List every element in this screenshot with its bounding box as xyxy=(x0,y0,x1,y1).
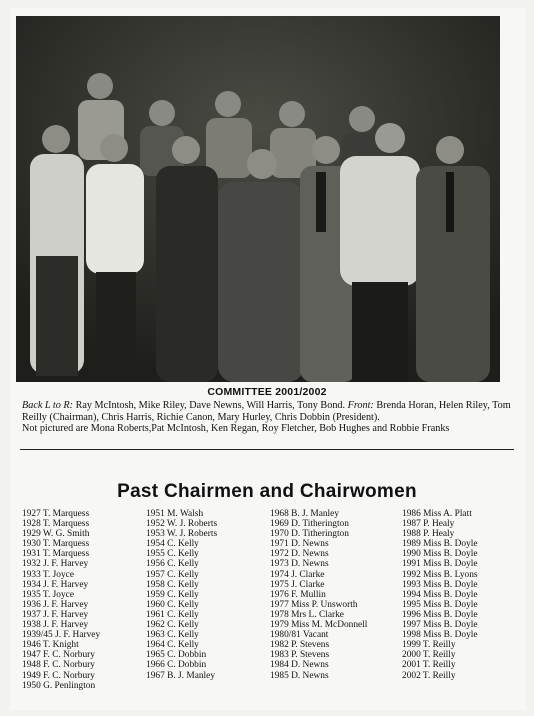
list-item: 1988 P. Healy xyxy=(402,529,455,540)
list-item: 1976 F. Mullin xyxy=(270,589,326,600)
list-item: 1962 C. Kelly xyxy=(146,620,199,631)
list-item: 1979 Miss M. McDonnell xyxy=(270,620,368,631)
list-item: 1958 C. Kelly xyxy=(146,579,199,590)
list-item: 1997 Miss B. Doyle xyxy=(402,620,478,631)
list-item: 1955 C. Kelly xyxy=(146,549,199,560)
list-item: 1932 J. F. Harvey xyxy=(22,559,89,570)
list-item: 1985 D. Newns xyxy=(270,670,329,681)
list-item: 1966 C. Dobbin xyxy=(146,660,207,671)
list-column-3 xyxy=(270,509,367,681)
list-item: 1953 W. J. Roberts xyxy=(146,529,218,540)
list-item: 1927 T. Marquess xyxy=(22,509,90,519)
list-item: 1994 Miss B. Doyle xyxy=(402,589,478,600)
list-item: 1983 P. Stevens xyxy=(270,650,330,661)
list-column-1 xyxy=(22,509,100,691)
list-item: 1992 Miss B. Lyons xyxy=(402,569,478,580)
list-item: 1928 T. Marquess xyxy=(22,519,90,530)
front-row-names: Brenda Horan, Helen Riley, Tom Reilly (Chairman), Chris Harris, Richie Canon, Mary Hurley, Chris Dobbin (President). xyxy=(22,400,511,423)
list-item: 1948 F. C. Norbury xyxy=(22,660,95,671)
list-item: 1936 J. F. Harvey xyxy=(22,599,89,610)
list-item: 1977 Miss P. Unsworth xyxy=(270,599,358,610)
list-item: 1965 C. Dobbin xyxy=(146,650,207,661)
list-item: 1971 D. Newns xyxy=(270,539,329,550)
not-pictured-text: Not pictured are Mona Roberts,Pat McIntosh, Ken Regan, Roy Fletcher, Bob Hughes and Robbie Franks xyxy=(22,423,450,434)
photo-caption xyxy=(22,400,512,435)
list-item: 1929 W. G. Smith xyxy=(22,529,90,540)
list-item: 1967 B. J. Manley xyxy=(146,670,216,681)
list-item: 1980/81 Vacant xyxy=(270,630,329,641)
list-item: 2000 T. Reilly xyxy=(402,650,456,661)
list-item: 1954 C. Kelly xyxy=(146,539,199,550)
list-item: 1975 J. Clarke xyxy=(270,579,325,590)
list-item: 1963 C. Kelly xyxy=(146,630,199,641)
list-item: 1972 D. Newns xyxy=(270,549,329,560)
list-item: 1950 G. Penlington xyxy=(22,680,96,691)
list-item: 1949 F. C. Norbury xyxy=(22,670,95,681)
list-item: 1968 B. J. Manley xyxy=(270,509,340,519)
divider xyxy=(20,449,514,450)
list-item: 1989 Miss B. Doyle xyxy=(402,539,478,550)
list-item: 1990 Miss B. Doyle xyxy=(402,549,478,560)
list-item: 1995 Miss B. Doyle xyxy=(402,599,478,610)
list-item: 1984 D. Newns xyxy=(270,660,329,671)
list-item: 1939/45 J. F. Harvey xyxy=(22,630,101,641)
list-item: 1934 J. F. Harvey xyxy=(22,579,89,590)
list-item: 1946 T. Knight xyxy=(22,640,79,651)
back-row-label: Back L to R: xyxy=(22,400,74,411)
list-item: 1947 F. C. Norbury xyxy=(22,650,95,661)
list-column-4 xyxy=(402,509,478,681)
list-item: 1935 T. Joyce xyxy=(22,589,74,600)
list-item: 1974 J. Clarke xyxy=(270,569,325,580)
list-item: 2001 T. Reilly xyxy=(402,660,456,671)
section-heading: Past Chairmen and Chairwomen xyxy=(117,481,417,502)
front-row-label: Front: xyxy=(345,400,374,411)
list-item: 1991 Miss B. Doyle xyxy=(402,559,478,570)
list-item: 1930 T. Marquess xyxy=(22,539,90,550)
list-item: 1960 C. Kelly xyxy=(146,599,199,610)
list-item: 1957 C. Kelly xyxy=(146,569,199,580)
list-item: 1987 P. Healy xyxy=(402,519,455,530)
group-photo-icon xyxy=(16,16,500,382)
list-item: 1986 Miss A. Platt xyxy=(402,509,472,519)
list-item: 1978 Mrs L. Clarke xyxy=(270,609,344,620)
list-item: 1982 P. Stevens xyxy=(270,640,330,651)
list-item: 1996 Miss B. Doyle xyxy=(402,609,478,620)
list-column-2 xyxy=(146,509,217,681)
list-item: 1959 C. Kelly xyxy=(146,589,199,600)
list-item: 1931 T. Marquess xyxy=(22,549,90,560)
list-item: 1961 C. Kelly xyxy=(146,609,199,620)
chairmen-list xyxy=(22,509,516,705)
list-item: 1937 J. F. Harvey xyxy=(22,609,89,620)
list-item: 1951 M. Walsh xyxy=(146,509,204,519)
list-item: 1956 C. Kelly xyxy=(146,559,199,570)
list-item: 1933 T. Joyce xyxy=(22,569,74,580)
caption-title: COMMITTEE 2001/2002 xyxy=(207,386,327,398)
list-item: 1998 Miss B. Doyle xyxy=(402,630,478,641)
list-item: 1938 J. F. Harvey xyxy=(22,620,89,631)
list-item: 1969 D. Titherington xyxy=(270,519,349,530)
list-item: 1970 D. Titherington xyxy=(270,529,349,540)
list-item: 1964 C. Kelly xyxy=(146,640,199,651)
list-item: 1993 Miss B. Doyle xyxy=(402,579,478,590)
list-item: 1973 D. Newns xyxy=(270,559,329,570)
back-row-names: Ray McIntosh, Mike Riley, Dave Newns, Will Harris, Tony Bond. xyxy=(73,400,346,411)
list-item: 1952 W. J. Roberts xyxy=(146,519,218,530)
list-item: 2002 T. Reilly xyxy=(402,670,456,681)
list-item: 1999 T. Reilly xyxy=(402,640,456,651)
committee-photo xyxy=(16,16,500,382)
